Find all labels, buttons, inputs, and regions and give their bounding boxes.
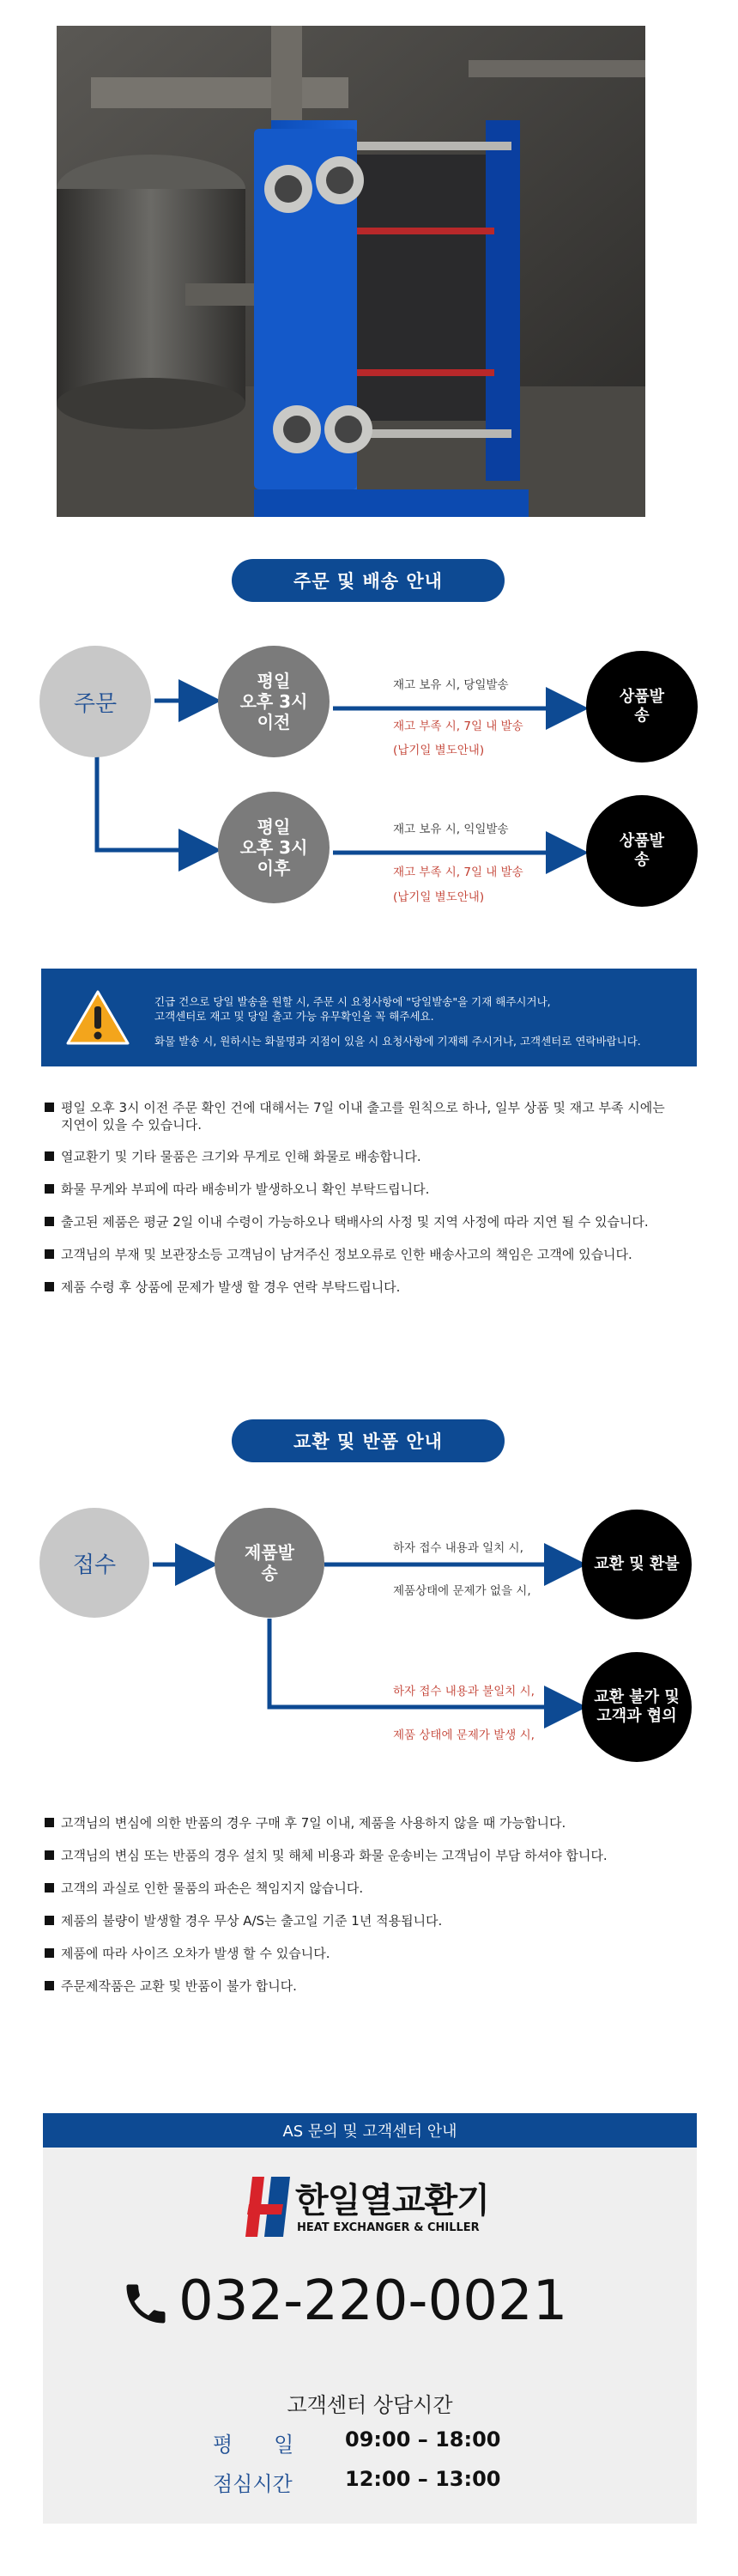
flow-start-receive: 접수 [39,1508,149,1618]
flow-weekday-before-3pm: 평일 오후 3시 이전 [218,646,330,757]
heat-exchanger-illustration [57,26,645,517]
warning-icon [65,989,130,1046]
urgent-shipping-notice [41,969,697,1066]
order-bullet-list [45,1099,705,1296]
exchange-bullet-list [45,1814,705,1995]
branch2-stock-text: 재고 보유 시, 익일발송 [393,823,509,836]
notice-line-3: 화물 발송 시, 원하시는 화물명과 지점이 있을 시 요청사항에 기재해 주시거나, 고객센터로 연락바랍니다. [154,1035,641,1048]
exchange-branch2-text1: 하자 접수 내용과 불일치 시, [393,1685,535,1698]
customer-center-box [43,2148,697,2524]
list-item: 고객님의 변심에 의한 반품의 경우 구매 후 7일 이내, 제품을 사용하지 않을 때 가능합니다. [45,1814,705,1832]
exchange-branch1-text1: 하자 접수 내용과 일치 시, [393,1541,523,1555]
flow-start-order: 주문 [39,646,151,757]
flow-result-shipping-2: 상품발 송 [586,795,698,907]
exchange-branch2-text2: 제품 상태에 문제가 발생 시, [393,1728,535,1742]
list-item: 고객의 과실로 인한 물품의 파손은 책임지지 않습니다. [45,1880,705,1897]
hours-title: 고객센터 상담시간 [287,2393,453,2417]
list-item: 화물 무게와 부피에 따라 배송비가 발생하오니 확인 부탁드립니다. [45,1181,705,1198]
flow-result-consult: 교환 불가 및 고객과 협의 [582,1652,692,1762]
as-section-header: AS 문의 및 고객센터 안내 [43,2113,697,2148]
arrow-order-to-after3 [97,756,213,850]
brand-logo-mark [240,2177,293,2237]
lunch-hours: 12:00 – 13:00 [345,2467,501,2491]
branch2-shortage-text: 재고 부족 시, 7일 내 발송 [393,866,523,879]
list-item: 제품 수령 후 상품에 문제가 발생 할 경우 연락 부탁드립니다. [45,1279,705,1296]
flow-product-shipped: 제품발 송 [215,1508,324,1618]
flow-weekday-after-3pm: 평일 오후 3시 이후 [218,792,330,903]
list-item: 주문제작품은 교환 및 반품이 불가 합니다. [45,1978,705,1995]
list-item: 고객님의 부재 및 보관장소등 고객님이 남겨주신 정보오류로 인한 배송사고의 책임은 고객에 있습니다. [45,1246,705,1263]
list-item: 열교환기 및 기타 물품은 크기와 무게로 인해 화물로 배송합니다. [45,1148,705,1165]
hero-product-image [57,26,645,517]
notice-line-2: 고객센터로 재고 및 당일 출고 가능 유무확인을 꼭 해주세요. [154,1010,434,1023]
order-section-title: 주문 및 배송 안내 [232,559,505,602]
flow-result-exchange-refund: 교환 및 환불 [582,1510,692,1619]
brand-name-english: HEAT EXCHANGER & CHILLER [297,2221,480,2234]
exchange-section-title: 교환 및 반품 안내 [232,1419,505,1462]
notice-line-1: 긴급 건으로 당일 발송을 원할 시, 주문 시 요청사항에 "당일발송"을 기재 해주시거나, [154,995,551,1008]
brand-name-korean: 한일열교환기 [295,2181,489,2221]
phone-number[interactable]: 032-220-0021 [178,2269,568,2333]
flow-result-shipping-1: 상품발 송 [586,651,698,762]
weekday-hours: 09:00 – 18:00 [345,2427,501,2451]
exchange-branch1-text2: 제품상태에 문제가 없을 시, [393,1584,531,1598]
branch1-stock-text: 재고 보유 시, 당일발송 [393,678,509,692]
lunch-label: 점심시간 [213,2472,293,2496]
list-item: 평일 오후 3시 이전 주문 확인 건에 대해서는 7일 이내 출고를 원칙으로 하나, 일부 상품 및 재고 부족 시에는 지연이 있을 수 있습니다. [45,1099,705,1133]
brand-logo [240,2173,515,2242]
weekday-label: 평 일 [213,2433,294,2457]
list-item: 제품의 불량이 발생할 경우 무상 A/S는 출고일 기준 1년 적용됩니다. [45,1912,705,1929]
phone-icon [120,2278,172,2330]
branch2-delivery-note: (납기일 별도안내) [393,890,485,904]
list-item: 고객님의 변심 또는 반품의 경우 설치 및 해체 비용과 화물 운송비는 고객님이 부담 하셔야 합니다. [45,1847,705,1864]
branch1-shortage-text: 재고 부족 시, 7일 내 발송 [393,720,523,733]
list-item: 출고된 제품은 평균 2일 이내 수령이 가능하오나 택배사의 사정 및 지역 사정에 따라 지연 될 수 있습니다. [45,1213,705,1230]
branch1-delivery-note: (납기일 별도안내) [393,744,485,757]
list-item: 제품에 따라 사이즈 오차가 발생 할 수 있습니다. [45,1945,705,1962]
